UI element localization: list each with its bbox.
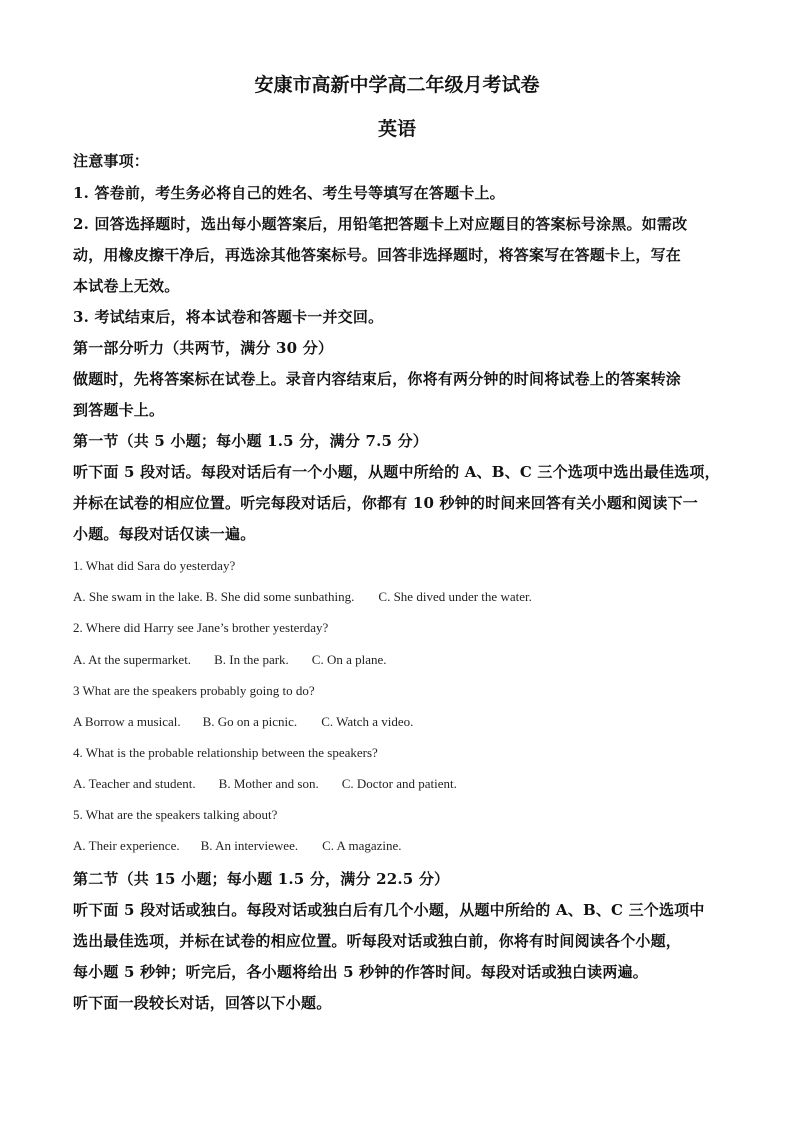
section2-instruction-line-3: 每小题 5 秒钟；听完后，各小题将给出 5 秒钟的作答时间。每段对话或独白读两遍。 [73, 963, 648, 981]
question-2-options [73, 652, 387, 668]
question-5-stem: 5. What are the speakers talking about? [73, 807, 278, 822]
section2-instruction-line-4: 听下面一段较长对话，回答以下小题。 [73, 994, 332, 1012]
section2-heading: 第二节（共 15 小题；每小题 1.5 分，满分 22.5 分） [73, 870, 450, 888]
question-1-stem: 1. What did Sara do yesterday? [73, 558, 236, 573]
part1-intro-line-1: 做题时，先将答案标在试卷上。录音内容结束后，你将有两分钟的时间将试卷上的答案转涂 [73, 370, 682, 388]
question-4-stem: 4. What is the probable relationship between the speakers? [73, 745, 378, 760]
question-3-options [73, 714, 413, 730]
note-item-2-line-2: 动，用橡皮擦干净后，再选涂其他答案标号。回答非选择题时，将答案写在答题卡上，写在 [73, 246, 682, 264]
section2-instruction-line-2: 选出最佳选项，并标在试卷的相应位置。听每段对话或独白前，你将有时间阅读各个小题， [73, 932, 682, 950]
question-2-stem: 2. Where did Harry see Jane’s brother yesterday? [73, 620, 329, 635]
question-4-option-a: A. Teacher and student. [73, 776, 196, 791]
part1-intro-line-2: 到答题卡上。 [73, 401, 165, 419]
question-3-option-c: C. Watch a video. [321, 714, 414, 729]
question-4-options [73, 776, 457, 792]
question-3-option-b: B. Go on a picnic. [202, 714, 298, 729]
section1-heading: 第一节（共 5 小题；每小题 1.5 分，满分 7.5 分） [73, 432, 428, 450]
subject-title: 英语 [377, 118, 416, 140]
question-3-option-a: A Borrow a musical. [73, 714, 181, 729]
note-item-3: 3. 考试结束后，将本试卷和答题卡一并交回。 [73, 308, 384, 326]
question-5-option-b: B. An interviewee. [200, 838, 299, 853]
question-3-stem: 3 What are the speakers probably going to do? [73, 683, 315, 698]
question-1-option-b: B. She did some sunbathing. [205, 589, 355, 604]
question-1-option-c: C. She dived under the water. [378, 589, 532, 604]
notes-heading: 注意事项： [73, 152, 150, 170]
section1-instruction-line-3: 小题。每段对话仅读一遍。 [73, 525, 256, 543]
question-4-option-c: C. Doctor and patient. [341, 776, 457, 791]
section1-instruction-line-1: 听下面 5 段对话。每段对话后有一个小题，从题中所给的 A、B、C 三个选项中选出最佳选项， [73, 463, 720, 481]
question-2-option-c: C. On a plane. [311, 652, 387, 667]
question-1-options [73, 589, 532, 605]
question-5-option-a: A. Their experience. [73, 838, 180, 853]
section2-instruction-line-1: 听下面 5 段对话或独白。每段对话或独白后有几个小题，从题中所给的 A、B、C 三个选项中 [73, 901, 705, 919]
exam-title: 安康市高新中学高二年级月考试卷 [254, 74, 540, 96]
note-item-1: 1. 答卷前，考生务必将自己的姓名、考生号等填写在答题卡上。 [73, 184, 505, 202]
question-4-option-b: B. Mother and son. [218, 776, 319, 791]
note-item-2-line-1: 2. 回答选择题时，选出每小题答案后，用铅笔把答题卡上对应题目的答案标号涂黑。如需改 [73, 215, 688, 233]
part1-heading: 第一部分听力（共两节，满分 30 分） [73, 339, 334, 357]
note-item-2-line-3: 本试卷上无效。 [73, 277, 180, 295]
question-5-option-c: C. A magazine. [322, 838, 402, 853]
question-1-option-a: A. She swam in the lake. [73, 589, 203, 604]
section1-instruction-line-2: 并标在试卷的相应位置。听完每段对话后，你都有 10 秒钟的时间来回答有关小题和阅读下一 [73, 494, 698, 512]
question-2-option-b: B. In the park. [214, 652, 289, 667]
question-5-options [73, 838, 402, 854]
question-2-option-a: A. At the supermarket. [73, 652, 192, 667]
